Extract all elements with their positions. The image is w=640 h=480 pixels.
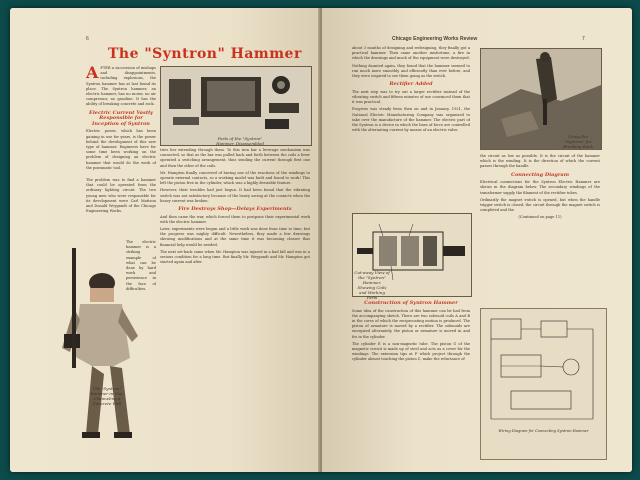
subhead-fire: Fire Destroys Shop—Delays Experiments <box>178 206 292 213</box>
wiring-diagram <box>480 308 607 460</box>
right-page <box>322 8 632 472</box>
paragraph: about 3 months of designing and redesigning, they finally got a practical hammer. Then came another misfortune, a fire in which the drawings and much of the equipment were destroyed. <box>352 46 470 61</box>
subhead-rectifier: Rectifier Added <box>389 81 433 88</box>
rock-photo-caption: Using the "Syntron" for Breaking Rock <box>563 134 593 149</box>
paragraph: Electrical connections for the Syntron Electric Hammer are shown in the diagram below. The secondary windings of the transformer supply the filament of the rectifier tubes. <box>480 180 600 195</box>
parts-photo-caption: Parts of the "Syntron" Hammer, Disassembled <box>216 136 264 146</box>
subhead-electric-current: Electric Current Vastly Responsible for Inception of Syntron <box>89 109 153 127</box>
right-col1-top <box>352 46 470 206</box>
right-page-number: 7 <box>582 36 585 42</box>
man-photo-caption: The "Syntron" Hammer in Use, Channeling a Concrete Wall <box>90 386 124 406</box>
right-col2 <box>480 154 600 304</box>
paragraph: The cylinder E is a non-magnetic tube. The piston G of the magnetic circuit is made up of steel and acts as a cover for the windings. The extension tips at F which project through the cylinder almost touching the piston C, make the reluctance of <box>352 341 470 362</box>
paragraph: The problem was to find a hammer that could be operated from the ordinary lighting circuit. The two young men who were responsible for its development were Carl Mattson and Donald Weygandt of the Chicago Engineering Works. <box>86 178 156 214</box>
cutaway-caption: Cut-away View of the "Syntron" Hammer, Showing Coils and Working Parts <box>354 270 390 300</box>
left-page-number: 6 <box>86 36 89 42</box>
paragraph: tries her extending through them. To this iron bar a leverage mechanism was connected, so that as the bar was pulled back and forth between the coils a lever operated a switching arrangement, thus sending the current through first one and then the other of the coils. <box>160 148 310 168</box>
left-col2 <box>160 148 310 458</box>
intro-paragraph: AFTER a succession of mishaps and disappointments, including explosions, the Syntron hammer has at last found its place. The Syntron hammer, an electric hammer, has no motor, no air compressor, no gasoline. It has the ability of breaking concrete and rock. <box>86 66 156 107</box>
drop-cap: A <box>86 66 99 82</box>
paragraph: the circuit as low as possible. It is the circuit of the hammer which is the winding. It is the direction of which the current passes through the handle. <box>480 154 600 169</box>
left-page <box>10 8 320 472</box>
paragraph: Mr. Hampton finally conceived of having one of the reactions of the windings to operate external contacts, so a working model was built and found to work! This left the piston free in the cylinder, which was a highly desirable feature. <box>160 170 310 186</box>
wiring-caption: Wiring Diagram for Connecting Syntron Hammer <box>498 429 589 433</box>
paragraph: Later, experiments were begun and a little work was done from time to time, but the progress was mighty difficult. Nevertheless, they made a few drawings showing modifications and at the same time it was becoming clearer that financial help would be needed. <box>160 227 310 247</box>
running-head: Chicago Engineering Works Review <box>392 36 478 42</box>
subhead-connecting: Connecting Diagram <box>510 171 570 178</box>
man-with-hammer-photo <box>52 238 162 448</box>
paragraph: Ordinarily the magnet switch is opened, but when the handle trigger switch is closed, the circuit through the magnet switch is completed and the <box>480 197 600 213</box>
paragraph: Electric power, which has been gaining in use for years, is the power behind the development of this new type of hammer. Engineers have for some time been working on the problem of designing an electric hammer that would do the work of the pneumatic tool. <box>86 129 156 170</box>
continued-note: (Continued on page 11) <box>518 215 562 220</box>
article-title: The "Syntron" Hammer <box>108 46 302 62</box>
paragraph: Some idea of the construction of this hammer can be had from the accompanying sketch. There are two solenoid coils A and B in the cores of which the reciprocating motion is produced. The piston of armature is moved by a rectifier. The solenoids are energized alternately, the piston or armature is moved in and fro in the cylinder. <box>352 308 470 339</box>
magazine-spread <box>10 8 632 472</box>
paragraph: The next set-back came when Mr. Hampton was injured in a bad fall and was in a serious condition for a long time. But finally Mr. Weygandt and Mr. Hampton got started again and after <box>160 249 310 265</box>
paragraph: The electric hammer is a striking example of what can be done by hard work and persistence in the face of difficulties. <box>126 240 156 291</box>
parts-photo <box>160 66 312 146</box>
paragraph: And then came the war, which forced them to postpone their experimental work with the electric hammer. <box>160 214 310 224</box>
subhead-construction: Construction of Syntron Hammer <box>364 300 458 306</box>
paragraph: However, their troubles had just begun. It had been found that the vibrating switch was not satisfactory because of the heavy arcing at the contacts when the heavy current was broken. <box>160 188 310 203</box>
paragraph: The next step was to try out a larger rectifier instead of the vibrating switch and fifteen minutes of use convinced them that it was practical. <box>352 89 470 105</box>
paragraph: Progress was steady from then on and in January, 1921, the National Electric Manufacturing Company was organized to take over the manufacture of the hammer. The electric part of the Syntron is a device in which the lines of force are controlled with the alternating current by means of an electric valve. <box>352 107 470 133</box>
left-col1-mid <box>86 178 156 238</box>
paragraph: Nothing daunted again, they found that the hammer seemed to run much more smoothly and efficiently than ever before, and they were inspired to see them going as the switch. <box>352 63 470 79</box>
right-col1-bottom <box>352 298 470 463</box>
left-col1-top <box>86 66 156 176</box>
